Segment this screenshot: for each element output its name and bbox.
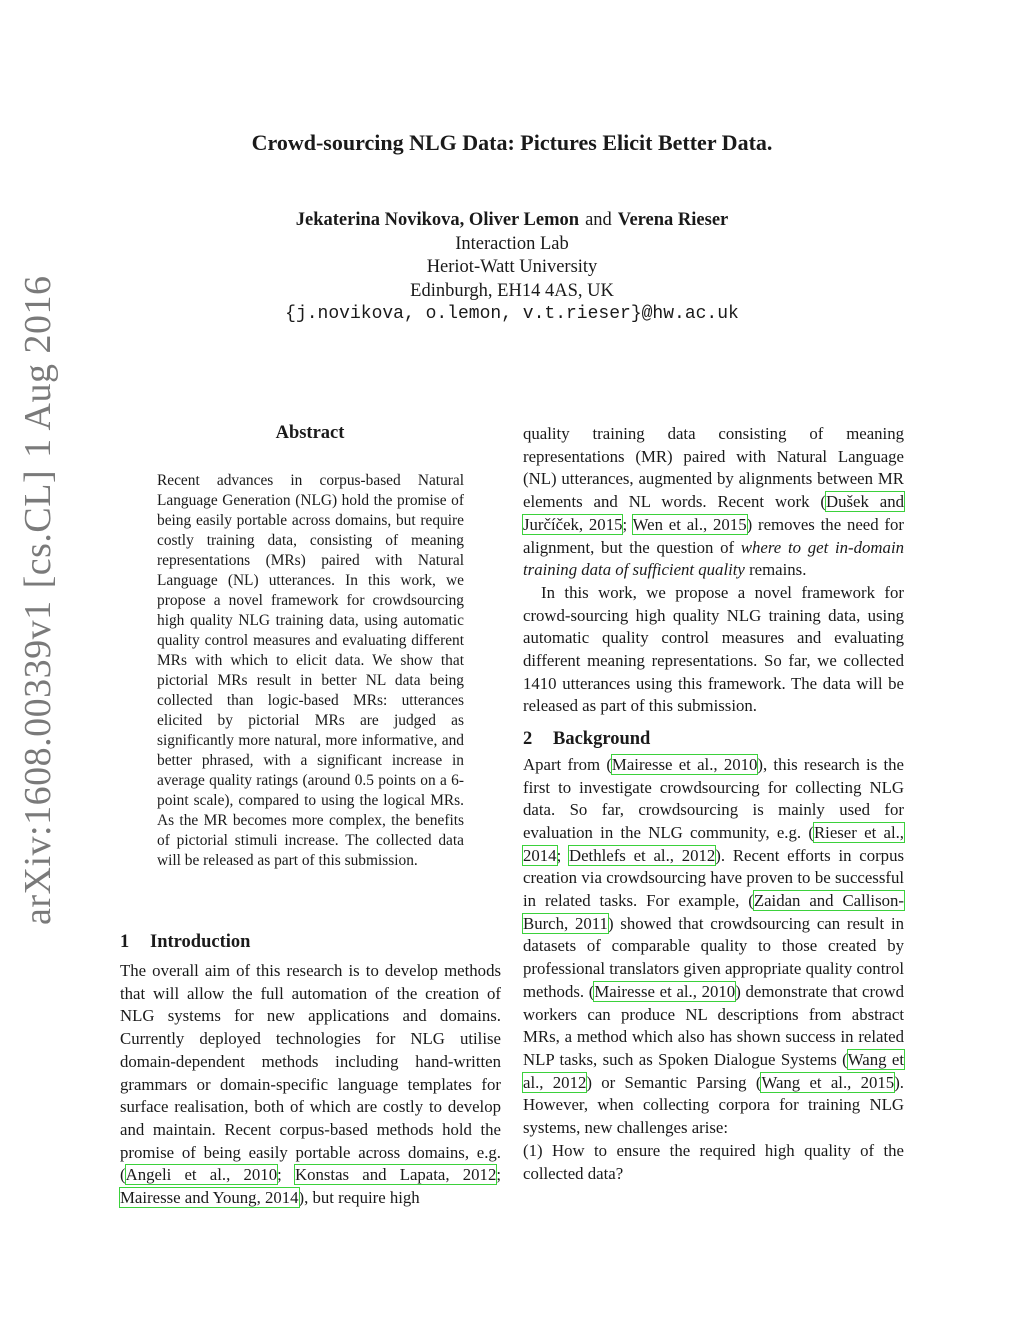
paragraph: (1) How to ensure the required high quality of the collected data?: [523, 1140, 904, 1183]
introduction-text: [120, 960, 501, 1210]
citation-separator: ;: [556, 845, 569, 865]
author-emails: {j.novikova, o.lemon, v.t.rieser}@hw.ac.uk: [285, 304, 739, 324]
paragraph: [523, 423, 904, 582]
affiliation-university: Heriot-Watt University: [426, 257, 598, 277]
text-run: quality training data consisting of meaning representations (MR) paired with Natural Language (NL) utterances, augmented by alignments between MR elements and NL words. Recent work (: [523, 424, 904, 512]
section-number: 2: [523, 729, 533, 750]
emphasis-text: where to get in-domain training data of sufficient quality: [523, 537, 904, 580]
author-names-main: Jekaterina Novikova, Oliver Lemon: [295, 210, 580, 230]
arxiv-id: arXiv:1608.00339v1: [17, 600, 59, 925]
text-run: ) removes the need for alignment, but the question of: [523, 514, 904, 557]
intro-text-start: The overall aim of this research is to develop methods that will allow the full automation of the creation of NLG systems for new applications and domains. Currently deployed technologies for NLG utilise domain-dependent methods including hand-written grammars or domain-specific language templates for surface realisation, both of which are costly to develop and maintain. Recent corpus-based methods hold the promise of being easily portable across domains, e.g. (: [120, 961, 501, 1185]
citation-link[interactable]: Wen et al., 2015: [632, 514, 747, 534]
citation-link[interactable]: Mairesse et al., 2010: [594, 981, 736, 1001]
citation-separator: ;: [496, 1165, 502, 1185]
author-conjunction: and: [585, 210, 612, 230]
citation-link[interactable]: Dušek and Jurčíček, 2015: [523, 492, 904, 534]
citation-separator: ;: [277, 1165, 295, 1185]
arxiv-date: 1 Aug 2016: [17, 275, 59, 458]
citation-link[interactable]: Wang et al., 2012: [523, 1049, 904, 1092]
text-run: ), this research is the first to investigate crowdsourcing for collecting NLG data. So far, crowdsourcing is mainly used for evaluation in the NLG community, e.g. (: [523, 754, 904, 842]
arxiv-category: [cs.CL]: [17, 469, 59, 589]
citation-link[interactable]: Zaidan and Callison-Burch, 2011: [523, 891, 904, 933]
citation-link[interactable]: Rieser et al., 2014: [523, 822, 905, 865]
text-run: ) or Semantic Parsing (: [586, 1072, 762, 1092]
text-run: Apart from (: [523, 754, 612, 774]
section-title: Background: [553, 729, 651, 750]
paper-title: Crowd-sourcing NLG Data: Pictures Elicit Better Data.: [251, 130, 773, 155]
paragraph: [523, 754, 904, 1140]
arxiv-identifier-stamp: [16, 264, 60, 925]
citation-link[interactable]: Konstas and Lapata, 2012: [294, 1165, 497, 1185]
intro-text-end: ), but require high: [298, 1188, 420, 1208]
section-number: 1: [120, 932, 130, 952]
introduction-heading: [120, 932, 250, 953]
citation-link[interactable]: Mairesse et al., 2010: [611, 754, 758, 774]
text-run: ). However, when collecting corpora for training NLG systems, new challenges arise:: [523, 1072, 904, 1138]
citation-separator: ;: [622, 514, 633, 534]
citation-link[interactable]: Wang et al., 2015: [761, 1072, 895, 1092]
citation-link[interactable]: Angeli et al., 2010: [125, 1165, 278, 1185]
author-names-last: Verena Rieser: [617, 210, 729, 230]
affiliation-lab: Interaction Lab: [455, 233, 569, 254]
text-run: ) showed that crowdsourcing can result in datasets of comparable quality to those created by professional translators given appropriate quality control methods. (: [523, 913, 905, 1001]
affiliation-location: Edinburgh, EH14 4AS, UK: [410, 280, 614, 301]
text-run: ). Recent efforts in corpus creation via crowdsourcing have proven to be successful in related tasks. For example, (: [523, 845, 904, 911]
background-heading: [523, 728, 904, 751]
author-names: [0, 209, 1024, 233]
section-title: Introduction: [150, 932, 251, 952]
right-column: [523, 423, 904, 1185]
paragraph: In this work, we propose a novel framework for crowd-sourcing high quality NLG training data, using automatic quality control measures and evaluating different meaning representations. So far, we collected 1410 utterances using this framework. The data will be released as part of this submission.: [523, 582, 904, 716]
text-run: ) demonstrate that crowd workers can produce NL descriptions from abstract MRs, a method which also has shown success in related NLP tasks, such as Spoken Dialogue Systems (: [523, 981, 904, 1069]
abstract-heading: Abstract: [275, 423, 345, 443]
citation-link[interactable]: Mairesse and Young, 2014: [120, 1188, 299, 1208]
author-block: [0, 209, 1024, 327]
citation-link[interactable]: Dethlefs et al., 2012: [568, 845, 716, 865]
text-run: remains.: [744, 560, 807, 580]
abstract-text: Recent advances in corpus-based Natural Language Generation (NLG) hold the promise of being easily portable across domains, but require costly training data, consisting of meaning representations (MRs) paired with Natural Language (NL) utterances. In this work, we propose a novel framework for crowdsourcing high quality NLG training data, using automatic quality control measures and evaluating different MRs with which to elicit data. We show that pictorial MRs result in better NL data being collected than logic-based MRs: utterances elicited by pictorial MRs are judged as significantly more natural, more informative, and better phrased, with a significant increase in average quality ratings (around 0.5 points on a 6-point scale), compared to using the logical MRs. As the MR becomes more complex, the benefits of pictorial stimuli increase. The collected data will be released as part of this submission.: [157, 472, 464, 869]
